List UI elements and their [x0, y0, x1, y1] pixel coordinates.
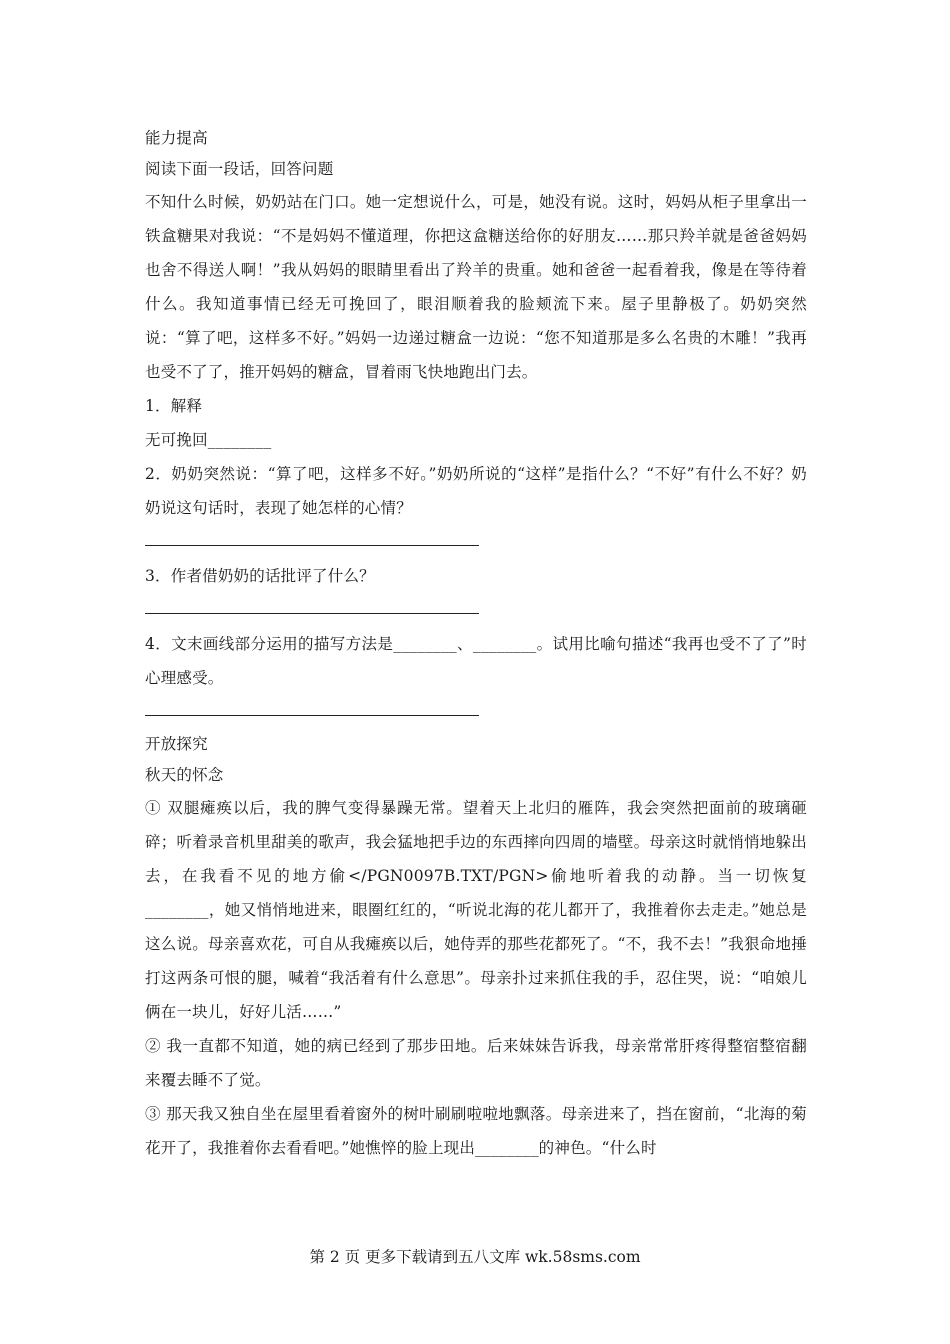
section-title-ability: 能力提高 — [145, 129, 208, 147]
question-3: 3．作者借奶奶的话批评了什么？ — [145, 567, 375, 585]
article-paragraph-2: ② 我一直都不知道，她的病已经到了那步田地。后来妹妹告诉我，母亲常常肝疼得整宿整宿翻来覆去睡不了觉。 — [145, 1037, 807, 1089]
question-4: 4．文末画线部分运用的描写方法是________、________。试用比喻句描述“我再也受不了了”时心理感受。 — [145, 635, 807, 687]
answer-line-q3 — [145, 613, 479, 614]
question-1-title: 1．解释 — [145, 397, 203, 415]
reading-instruction: 阅读下面一段话，回答问题 — [145, 160, 334, 178]
page-footer: 第 2 页 更多下载请到五八文库 wk.58sms.com — [309, 1248, 641, 1266]
article-paragraph-1: ① 双腿瘫痪以后，我的脾气变得暴躁无常。望着天上北归的雁阵，我会突然把面前的玻璃砸碎；听着录音机里甜美的歌声，我会猛地把手边的东西摔向四周的墙壁。母亲这时就悄悄地躲出去，在我看不见的地方偷</PGN0097B.TXT/PGN>偷地听着我的动静。当一切恢复________，她又悄悄地进来，眼圈红红的，“听说北海的花儿都开了，我推着你去走走。”她总是这么说。母亲喜欢花，可自从我瘫痪以后，她侍弄的那些花都死了。“不，我不去！”我狠命地捶打这两条可恨的腿，喊着“我活着有什么意思”。母亲扑过来抓住我的手，忍住哭，说：“咱娘儿俩在一块儿，好好儿活……” — [145, 799, 807, 1021]
page-content — [145, 123, 807, 1165]
section-title-open: 开放探究 — [145, 735, 208, 753]
article-title: 秋天的怀念 — [145, 766, 224, 784]
answer-line-q2 — [145, 545, 479, 546]
answer-line-q4 — [145, 715, 479, 716]
reading-passage: 不知什么时候，奶奶站在门口。她一定想说什么，可是，她没有说。这时，妈妈从柜子里拿出一铁盒糖果对我说：“不是妈妈不懂道理，你把这盒糖送给你的好朋友……那只羚羊就是爸爸妈妈也舍不得送人啊！”我从妈妈的眼睛里看出了羚羊的贵重。她和爸爸一起看着我，像是在等待着什么。我知道事情已经无可挽回了，眼泪顺着我的脸颊流下来。屋子里静极了。奶奶突然说：“算了吧，这样多不好。”妈妈一边递过糖盒一边说：“您不知道那是多么名贵的木雕！”我再也受不了了，推开妈妈的糖盒，冒着雨飞快地跑出门去。 — [145, 193, 807, 381]
article-paragraph-3: ③ 那天我又独自坐在屋里看着窗外的树叶刷刷啦啦地飘落。母亲进来了，挡在窗前，“北海的菊花开了，我推着你去看看吧。”她憔悴的脸上现出________的神色。“什么时 — [145, 1105, 807, 1157]
question-2: 2．奶奶突然说：“算了吧，这样多不好。”奶奶所说的“这样”是指什么？“不好”有什么不好？奶奶说这句话时，表现了她怎样的心情？ — [145, 465, 807, 517]
question-1-item: 无可挽回________ — [145, 431, 272, 449]
